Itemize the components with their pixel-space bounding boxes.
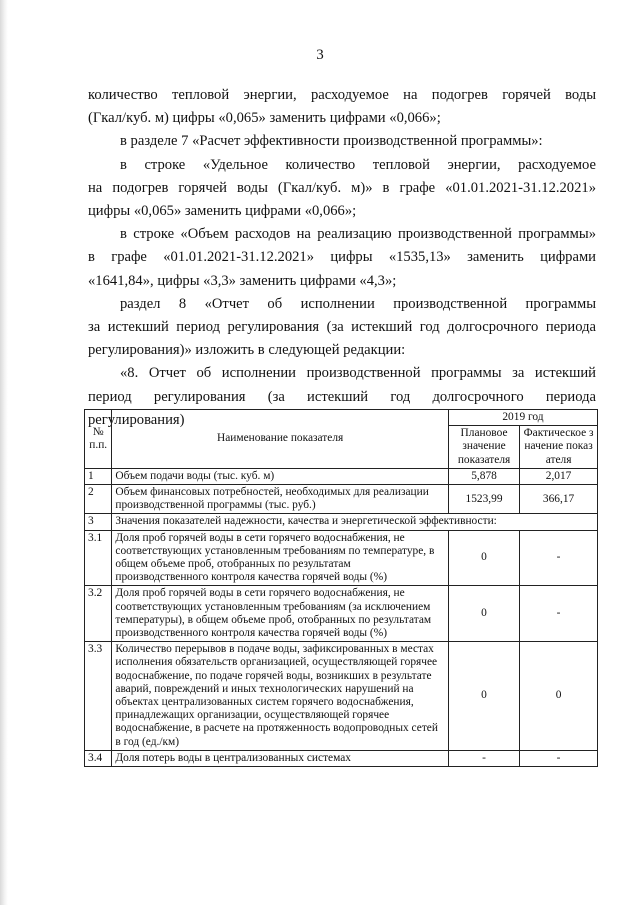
paragraph-5-line-1: раздел 8 «Отчет об исполнении производственной программы — [120, 295, 596, 312]
row-plan: 0 — [448, 586, 519, 642]
paragraph-2-line-1: в разделе 7 «Расчет эффективности производственной программы»: — [120, 133, 543, 150]
paragraph-5-line-3: регулирования)» изложить в следующей редакции: — [88, 342, 406, 359]
table-row — [85, 514, 598, 530]
paragraph-6-line-2: период регулирования (за истекший год долгосрочного периода — [88, 388, 596, 405]
row-num: 3.3 — [85, 642, 112, 751]
row-name: Доля проб горячей воды в сети горячего водоснабжения, не соответствующих установленным требованиям (за исключением температуры), в общем объеме проб, отобранных по результатам производственного контроля качества горячей воды (%) — [112, 586, 449, 642]
table-row — [85, 750, 598, 766]
row-num: 3.1 — [85, 530, 112, 586]
scan-edge — [0, 0, 8, 905]
header-num: № п.п. — [85, 410, 112, 469]
page-number: 3 — [316, 47, 324, 63]
row-num: 3.4 — [85, 750, 112, 766]
row-fact: - — [520, 750, 598, 766]
paragraph-1-line-2: (Гкал/куб. м) цифры «0,065» заменить цифрами «0,066»; — [88, 110, 441, 127]
row-plan: 0 — [448, 530, 519, 586]
row-num: 3 — [85, 514, 112, 530]
row-name: Количество перерывов в подаче воды, зафиксированных в местах исполнения обязательств организацией, осуществляющей горячее водоснабжение, по подаче горячей воды, возникших в результате аварий, повреждений и иных технологических нарушений на объектах централизованных систем горячего водоснабжения, принадлежащих организации, осуществляющей горячее водоснабжение, в расчете на протяженность водопроводных сетей в год (ед./км) — [112, 642, 449, 751]
row-fact: - — [520, 530, 598, 586]
paragraph-3-line-3: цифры «0,065» заменить цифрами «0,066»; — [88, 203, 357, 220]
row-plan: 1523,99 — [448, 485, 519, 514]
paragraph-1-line-1: количество тепловой энергии, расходуемое на подогрев горячей воды — [88, 87, 596, 103]
row-plan: 0 — [448, 642, 519, 751]
row-plan: - — [448, 750, 519, 766]
table-row — [85, 485, 598, 514]
table-header-row — [85, 410, 598, 426]
row-fact: - — [520, 586, 598, 642]
row-section-title: Значения показателей надежности, качества и энергетической эффективности: — [112, 514, 598, 530]
row-fact: 2,017 — [520, 468, 598, 484]
paragraph-4-line-3: «1641,84», цифры «3,3» заменить цифрами «4,3»; — [88, 272, 397, 289]
row-plan: 5,878 — [448, 468, 519, 484]
row-name: Объем подачи воды (тыс. куб. м) — [112, 468, 449, 484]
paragraph-3-line-1: в строке «Удельное количество тепловой энергии, расходуемое — [120, 156, 596, 173]
report-table — [84, 409, 598, 767]
row-name: Доля потерь воды в централизованных системах — [112, 750, 449, 766]
header-plan: Плановое значение показателя — [448, 426, 519, 469]
paragraph-4-line-2: в графе «01.01.2021-31.12.2021» цифры «1535,13» заменить цифрами — [88, 249, 596, 266]
row-fact: 0 — [520, 642, 598, 751]
row-fact: 366,17 — [520, 485, 598, 514]
paragraph-5-line-2: за истекший период регулирования (за истекший год долгосрочного периода — [88, 319, 596, 336]
paragraph-6-line-1: «8. Отчет об исполнении производственной программы за истекший — [120, 365, 596, 382]
row-num: 2 — [85, 485, 112, 514]
row-num: 1 — [85, 468, 112, 484]
row-num: 3.2 — [85, 586, 112, 642]
paragraph-3-line-2: на подогрев горячей воды (Гкал/куб. м)» в графе «01.01.2021-31.12.2021» — [88, 179, 596, 196]
table-row — [85, 586, 598, 642]
header-year: 2019 год — [448, 410, 597, 426]
body-text — [88, 84, 596, 432]
header-fact: Фактическое значение показателя — [520, 426, 598, 469]
paragraph-6-line-3: регулирования) — [88, 411, 185, 428]
paragraph-4-line-1: в строке «Объем расходов на реализацию производственной программы» — [120, 226, 596, 243]
row-name: Объем финансовых потребностей, необходимых для реализации производственной программы (тыс. руб.) — [112, 485, 449, 514]
table-row — [85, 468, 598, 484]
header-name: Наименование показателя — [112, 410, 449, 469]
table-row — [85, 530, 598, 586]
table-row — [85, 642, 598, 751]
row-name: Доля проб горячей воды в сети горячего водоснабжения, не соответствующих установленным требованиям по температуре, в общем объеме проб, отобранных по результатам производственного контроля качества горячей воды (%) — [112, 530, 449, 586]
